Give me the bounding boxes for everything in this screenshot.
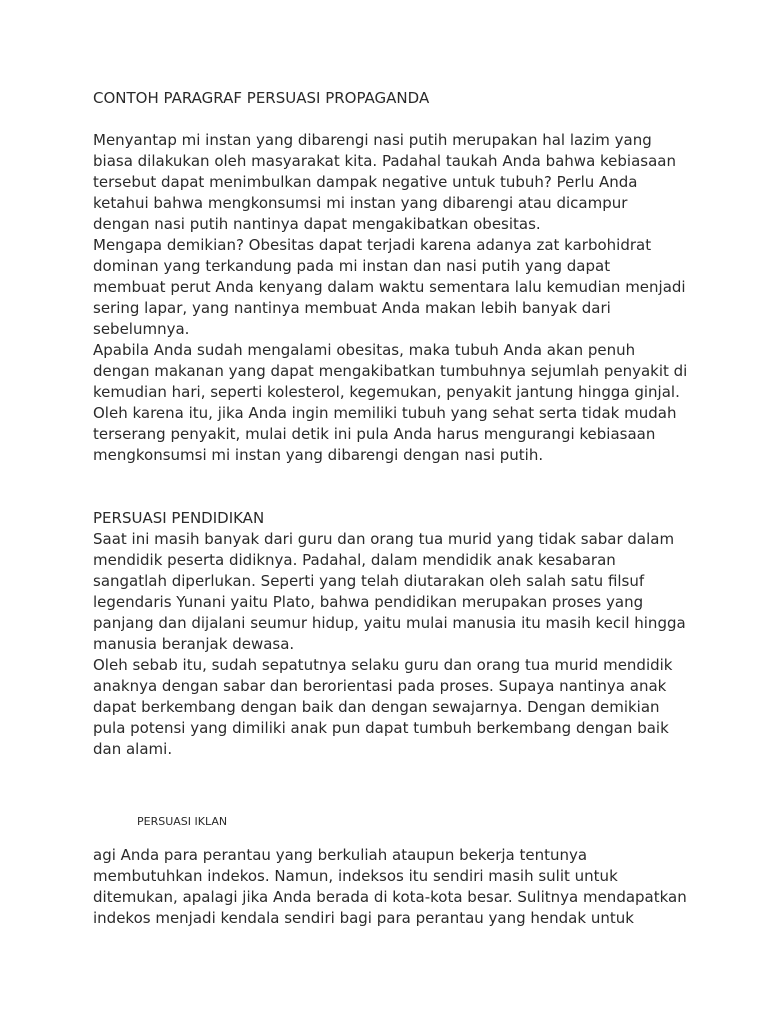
text-line: dapat berkembang dengan baik dan dengan sewajarnya. Dengan demikian	[93, 698, 660, 716]
text-line: Oleh sebab itu, sudah sepatutnya selaku guru dan orang tua murid mendidik	[93, 656, 673, 674]
text-line: biasa dilakukan oleh masyarakat kita. Padahal taukah Anda bahwa kebiasaan	[93, 152, 676, 170]
text-line: Apabila Anda sudah mengalami obesitas, maka tubuh Anda akan penuh	[93, 341, 636, 359]
section-iklan-body	[93, 845, 693, 929]
section-pendidikan	[93, 508, 693, 760]
text-line: mengkonsumsi mi instan yang dibarengi dengan nasi putih.	[93, 446, 544, 464]
text-line: mendidik peserta didiknya. Padahal, dalam mendidik anak kesabaran	[93, 551, 616, 569]
text-line: tersebut dapat menimbulkan dampak negative untuk tubuh? Perlu Anda	[93, 173, 638, 191]
text-line: dan alami.	[93, 740, 173, 758]
text-line: ditemukan, apalagi jika Anda berada di kota-kota besar. Sulitnya mendapatkan	[93, 888, 687, 906]
text-line: sering lapar, yang nantinya membuat Anda makan lebih banyak dari	[93, 299, 611, 317]
text-line: membutuhkan indekos. Namun, indeksos itu sendiri masih sulit untuk	[93, 867, 618, 885]
section-propaganda	[93, 88, 693, 466]
text-line: kemudian hari, seperti kolesterol, kegemukan, penyakit jantung hingga ginjal.	[93, 383, 680, 401]
text-line: indekos menjadi kendala sendiri bagi para perantau yang hendak untuk	[93, 909, 634, 927]
text-line: Mengapa demikian? Obesitas dapat terjadi karena adanya zat karbohidrat	[93, 236, 652, 254]
text-line: Oleh karena itu, jika Anda ingin memiliki tubuh yang sehat serta tidak mudah	[93, 404, 677, 422]
text-line: ketahui bahwa mengkonsumsi mi instan yang dibarengi atau dicampur	[93, 194, 628, 212]
text-line: sebelumnya.	[93, 320, 190, 338]
text-line: manusia beranjak dewasa.	[93, 635, 295, 653]
text-line: dominan yang terkandung pada mi instan dan nasi putih yang dapat	[93, 257, 611, 275]
text-line: panjang dan dijalani seumur hidup, yaitu mulai manusia itu masih kecil hingga	[93, 614, 686, 632]
section-body	[93, 529, 693, 760]
section-title-iklan: PERSUASI IKLAN	[137, 815, 228, 828]
section-body	[93, 130, 693, 466]
text-line: terserang penyakit, mulai detik ini pula Anda harus mengurangi kebiasaan	[93, 425, 656, 443]
text-line: agi Anda para perantau yang berkuliah ataupun bekerja tentunya	[93, 846, 588, 864]
text-line: dengan nasi putih nantinya dapat mengakibatkan obesitas.	[93, 215, 541, 233]
text-line: pula potensi yang dimiliki anak pun dapat tumbuh berkembang dengan baik	[93, 719, 669, 737]
text-line: Menyantap mi instan yang dibarengi nasi putih merupakan hal lazim yang	[93, 131, 652, 149]
section-title: CONTOH PARAGRAF PERSUASI PROPAGANDA	[93, 89, 430, 107]
text-line: legendaris Yunani yaitu Plato, bahwa pendidikan merupakan proses yang	[93, 593, 644, 611]
section-title: PERSUASI PENDIDIKAN	[93, 509, 265, 527]
text-line: membuat perut Anda kenyang dalam waktu sementara lalu kemudian menjadi	[93, 278, 686, 296]
text-line: sangatlah diperlukan. Seperti yang telah diutarakan oleh salah satu filsuf	[93, 572, 645, 590]
text-line: dengan makanan yang dapat mengakibatkan tumbuhnya sejumlah penyakit di	[93, 362, 688, 380]
text-line: Saat ini masih banyak dari guru dan orang tua murid yang tidak sabar dalam	[93, 530, 675, 548]
text-line: anaknya dengan sabar dan berorientasi pada proses. Supaya nantinya anak	[93, 677, 667, 695]
